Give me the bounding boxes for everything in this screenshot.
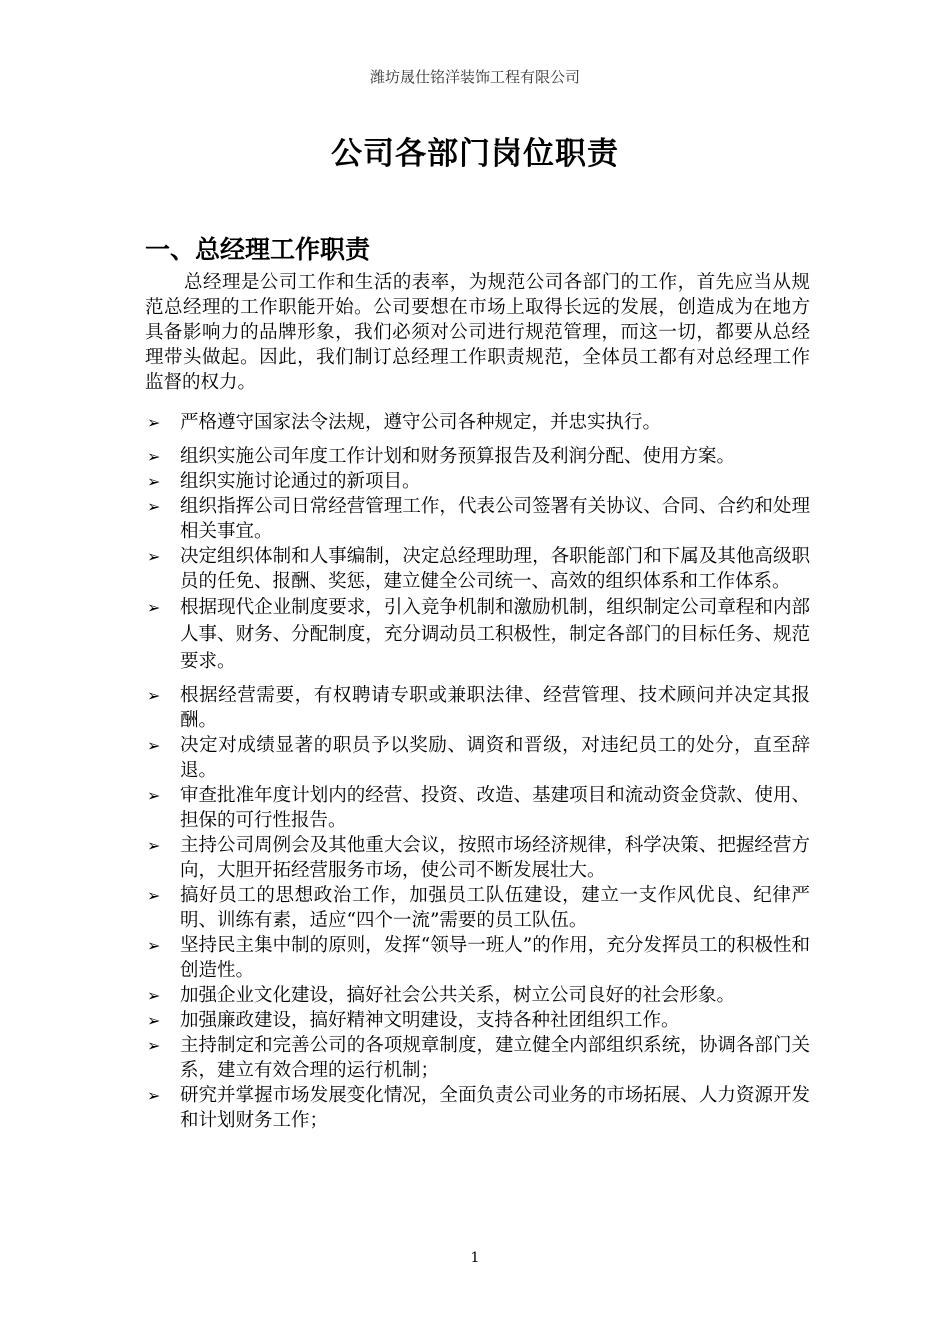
duty-text: 根据经营需要，有权聘请专职或兼职法律、经营管理、技术顾问并决定其报酬。	[180, 685, 810, 731]
list-item	[145, 883, 810, 933]
list-item	[145, 1033, 810, 1083]
arrow-bullet-icon: ➢	[147, 447, 161, 466]
duty-text: 审查批准年度计划内的经营、投资、改造、基建项目和流动资金贷款、使用、担保的可行性报告。	[180, 785, 810, 831]
arrow-bullet-icon: ➢	[147, 1011, 161, 1030]
arrow-bullet-icon: ➢	[147, 413, 161, 432]
arrow-bullet-icon: ➢	[147, 836, 161, 855]
list-item	[145, 594, 810, 675]
duty-text: 组织实施讨论通过的新项目。	[180, 471, 421, 492]
duty-text: 搞好员工的思想政治工作，加强员工队伍建设，建立一支作风优良、纪律严明、训练有素，适应“四个一流”需要的员工队伍。	[180, 885, 810, 931]
duty-text: 研究并掌握市场发展变化情况，全面负责公司业务的市场拓展、人力资源开发和计划财务工作；	[180, 1085, 810, 1131]
list-item	[145, 444, 810, 469]
arrow-bullet-icon: ➢	[147, 1086, 161, 1105]
duty-text: 组织指挥公司日常经营管理工作，代表公司签署有关协议、合同、合约和处理相关事宜。	[180, 496, 810, 542]
arrow-bullet-icon: ➢	[147, 786, 161, 805]
arrow-bullet-icon: ➢	[147, 1036, 161, 1055]
arrow-bullet-icon: ➢	[147, 886, 161, 905]
list-item	[145, 494, 810, 544]
arrow-bullet-icon: ➢	[147, 936, 161, 955]
duty-text: 坚持民主集中制的原则，发挥“领导一班人”的作用，充分发挥员工的积极性和创造性。	[180, 935, 810, 981]
duty-text: 加强企业文化建设，搞好社会公共关系，树立公司良好的社会形象。	[180, 985, 736, 1006]
document-header: 潍坊晟仕铭洋装饰工程有限公司	[369, 68, 580, 86]
arrow-bullet-icon: ➢	[147, 497, 161, 516]
duty-text: 严格遵守国家法令法规，遵守公司各种规定，并忠实执行。	[180, 412, 662, 433]
duty-text: 决定组织体制和人事编制，决定总经理助理，各职能部门和下属及其他高级职员的任免、报酬、奖惩，建立健全公司统一、高效的组织体系和工作体系。	[180, 546, 810, 592]
intro-paragraph: 总经理是公司工作和生活的表率，为规范公司各部门的工作，首先应当从规范总经理的工作职能开始。公司要想在市场上取得长远的发展，创造成为在地方具备影响力的品牌形象，我们必须对公司进行规范管理，而这一切，都要从总经理带头做起。因此，我们制订总经理工作职责规范，全体员工都有对总经理工作监督的权力。	[145, 272, 810, 393]
arrow-bullet-icon: ➢	[147, 472, 161, 491]
arrow-bullet-icon: ➢	[147, 547, 161, 566]
duty-text: 组织实施公司年度工作计划和财务预算报告及利润分配、使用方案。	[180, 446, 736, 467]
page-number: 1	[470, 1250, 480, 1266]
list-item	[145, 783, 810, 833]
duty-text: 决定对成绩显著的职员予以奖励、调资和晋级，对违纪员工的处分，直至辞退。	[180, 735, 810, 781]
duty-list	[145, 410, 810, 1133]
list-item	[145, 683, 810, 733]
arrow-bullet-icon: ➢	[147, 686, 161, 705]
duty-text: 主持制定和完善公司的各项规章制度，建立健全内部组织系统，协调各部门关系，建立有效合理的运行机制；	[180, 1035, 810, 1081]
arrow-bullet-icon: ➢	[147, 986, 161, 1005]
duty-text: 主持公司周例会及其他重大会议，按照市场经济规律，科学决策、把握经营方向，大胆开拓经营服务市场，使公司不断发展壮大。	[180, 835, 810, 881]
arrow-bullet-icon: ➢	[147, 598, 161, 617]
duty-text: 根据现代企业制度要求，引入竞争机制和激励机制，组织制定公司章程和内部人事、财务、分配制度，充分调动员工积极性，制定各部门的目标任务、规范要求。	[180, 597, 810, 672]
list-item	[145, 1083, 810, 1133]
list-item	[145, 983, 810, 1008]
duty-text: 加强廉政建设，搞好精神文明建设，支持各种社团组织工作。	[180, 1010, 680, 1031]
list-item	[145, 410, 810, 435]
list-item	[145, 833, 810, 883]
list-item	[145, 933, 810, 983]
arrow-bullet-icon: ➢	[147, 736, 161, 755]
list-item	[145, 1008, 810, 1033]
section-heading: 一、总经理工作职责	[145, 235, 371, 264]
list-item	[145, 469, 810, 494]
list-item	[145, 733, 810, 783]
page-title: 公司各部门岗位职责	[331, 136, 619, 172]
list-item	[145, 544, 810, 594]
